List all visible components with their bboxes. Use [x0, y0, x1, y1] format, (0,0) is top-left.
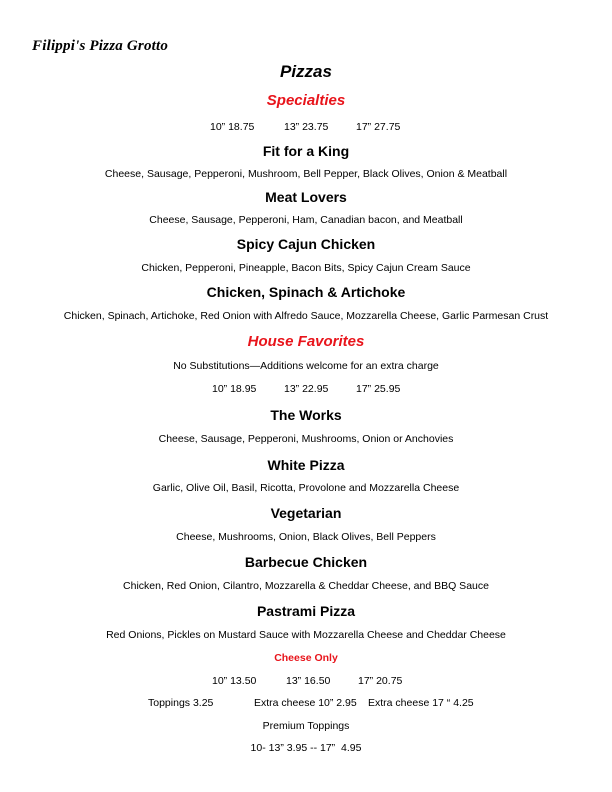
premium-toppings-prices: 10- 13” 3.95 -- 17” 4.95: [250, 742, 362, 754]
specialties-price-17: 17” 27.75: [356, 121, 401, 133]
item-name: Barbecue Chicken: [244, 554, 368, 570]
item-name: Pastrami Pizza: [256, 603, 356, 619]
item-description: Cheese, Sausage, Pepperoni, Mushrooms, Onion or Anchovies: [158, 433, 454, 445]
cheese-only-heading: Cheese Only: [274, 652, 338, 664]
house-favorites-heading: House Favorites: [247, 333, 365, 350]
house-favorites-note: No Substitutions—Additions welcome for an extra charge: [173, 360, 439, 372]
item-description: Garlic, Olive Oil, Basil, Ricotta, Provolone and Mozzarella Cheese: [152, 482, 460, 494]
extra-cheese-10-price: Extra cheese 10” 2.95: [254, 697, 357, 709]
page-title: Pizzas: [280, 62, 332, 81]
premium-toppings-heading: Premium Toppings: [262, 720, 350, 732]
house-price-10: 10” 18.95: [212, 383, 257, 395]
cheese-price-10: 10” 13.50: [212, 675, 257, 687]
house-price-17: 17” 25.95: [356, 383, 401, 395]
item-description: Cheese, Sausage, Pepperoni, Mushroom, Bell Pepper, Black Olives, Onion & Meatball: [104, 168, 508, 180]
item-name: Vegetarian: [270, 505, 342, 521]
item-name: Fit for a King: [262, 143, 350, 159]
item-description: Chicken, Red Onion, Cilantro, Mozzarella & Cheddar Cheese, and BBQ Sauce: [123, 580, 489, 592]
item-name: The Works: [270, 407, 342, 423]
extra-cheese-17-price: Extra cheese 17 “ 4.25: [368, 697, 474, 709]
toppings-price: Toppings 3.25: [148, 697, 214, 709]
specialties-price-13: 13” 23.75: [284, 121, 329, 133]
specialties-price-10: 10” 18.75: [210, 121, 255, 133]
restaurant-name: Filippi's Pizza Grotto: [32, 38, 169, 54]
cheese-price-17: 17” 20.75: [358, 675, 403, 687]
item-name: Meat Lovers: [265, 189, 347, 205]
item-description: Red Onions, Pickles on Mustard Sauce with Mozzarella Cheese and Cheddar Cheese: [106, 629, 506, 641]
specialties-heading: Specialties: [266, 92, 346, 109]
item-name: Spicy Cajun Chicken: [236, 236, 376, 252]
item-description: Cheese, Sausage, Pepperoni, Ham, Canadian bacon, and Meatball: [149, 214, 463, 226]
house-price-13: 13” 22.95: [284, 383, 329, 395]
cheese-price-13: 13” 16.50: [286, 675, 331, 687]
item-description: Chicken, Spinach, Artichoke, Red Onion with Alfredo Sauce, Mozzarella Cheese, Garlic Parmesan Crust: [63, 310, 549, 322]
item-name: White Pizza: [267, 457, 345, 473]
item-name: Chicken, Spinach & Artichoke: [206, 284, 406, 300]
item-description: Cheese, Mushrooms, Onion, Black Olives, Bell Peppers: [176, 531, 436, 543]
item-description: Chicken, Pepperoni, Pineapple, Bacon Bits, Spicy Cajun Cream Sauce: [141, 262, 471, 274]
